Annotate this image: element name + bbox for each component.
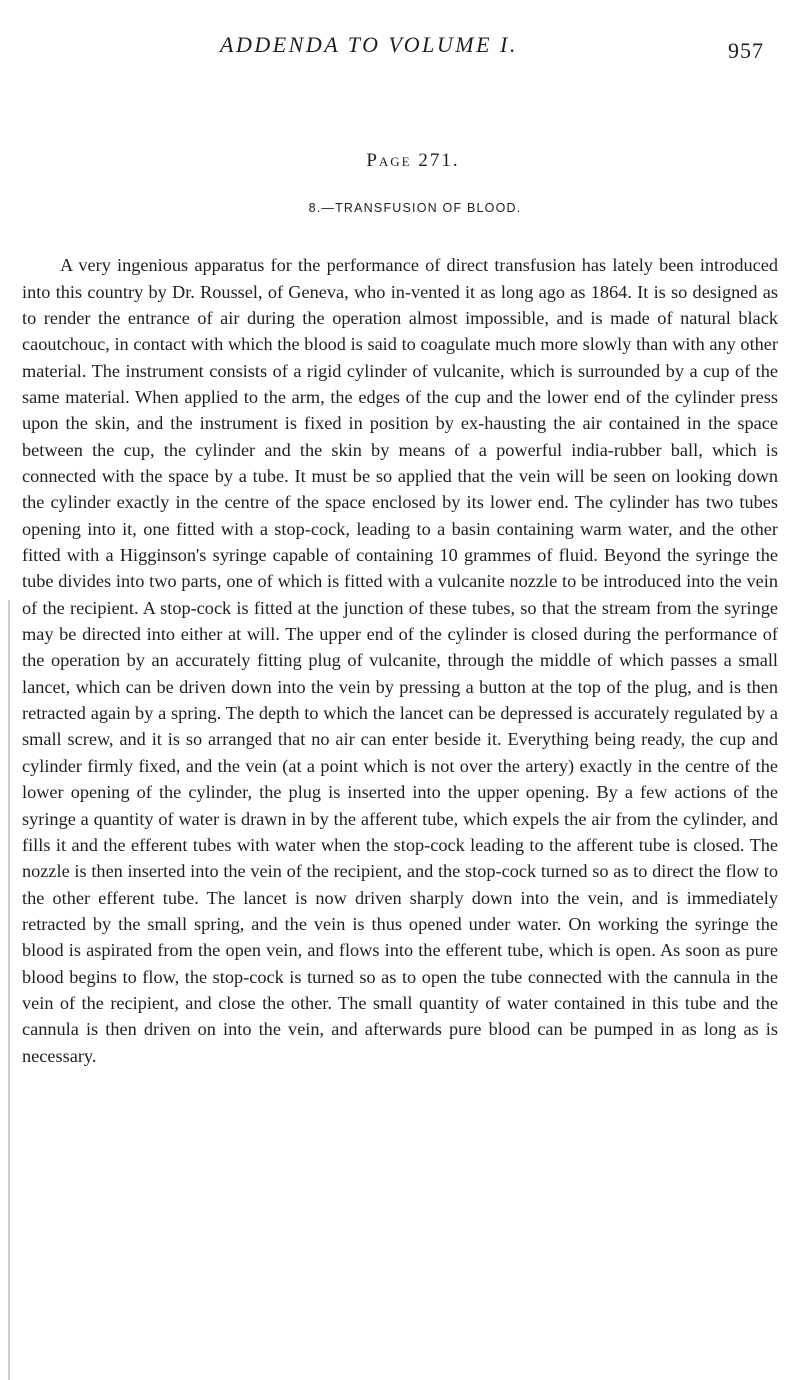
binding-edge-shadow xyxy=(8,600,10,1380)
running-title: ADDENDA TO VOLUME I. xyxy=(220,32,518,57)
page-reference-heading: Page 271. xyxy=(366,150,460,171)
body-paragraph: A very ingenious apparatus for the performance of direct transfusion has lately been introduced into this country by Dr. Roussel, of Geneva, who in-vented it as long ago as 1864. It is so designed as to render the entrance of air during the operation almost impossible, and is made of natural black caoutchouc, in contact with which the blood is said to coagulate much more slowly than with any other material. The instrument consists of a rigid cylinder of vulcanite, which is surrounded by a cup of the same material. When applied to the arm, the edges of the cup and the lower end of the cylinder press upon the skin, and the instrument is fixed in position by ex-hausting the air contained in the space between the cup, the cylinder and the skin by means of a powerful india-rubber ball, which is connected with the space by a tube. It must be so applied that the vein will be seen on looking down the cylinder exactly in the centre of the space enclosed by its lower end. The cylinder has two tubes opening into it, one fitted with a stop-cock, leading to a basin containing warm water, and the other fitted with a Higginson's syringe capable of containing 10 grammes of fluid. Beyond the syringe the tube divides into two parts, one of which is fitted with a vulcanite nozzle to be introduced into the vein of the recipient. A stop-cock is fitted at the junction of these tubes, so that the stream from the syringe may be directed into either at will. The upper end of the cylinder is closed during the performance of the operation by an accurately fitting plug of vulcanite, through the middle of which passes a small lancet, which can be driven down into the vein by pressing a button at the top of the plug, and is then retracted again by a spring. The depth to which the lancet can be depressed is accurately regulated by a small screw, and it is so arranged that no air can enter beside it. Everything being ready, the cup and cylinder firmly fixed, and the vein (at a point which is not over the artery) exactly in the centre of the lower opening of the cylinder, the plug is inserted into the upper opening. By a few actions of the syringe a quantity of water is drawn in by the afferent tube, which expels the air from the cylinder, and fills it and the efferent tubes with water when the stop-cock leading to the afferent tube is closed. The nozzle is then inserted into the vein of the recipient, and the stop-cock turned so as to direct the flow to the other efferent tube. The lancet is now driven sharply down into the vein, and is immediately retracted by the small spring, and the vein is thus opened under water. On working the syringe the blood is aspirated from the open vein, and flows into the efferent tube, which is open. As soon as pure blood begins to flow, the stop-cock is turned so as to open the tube connected with the cannula in the vein of the recipient, and close the other. The small quantity of water contained in this tube and the cannula is then driven on into the vein, and afterwards pure blood can be pumped in as long as is necessary. xyxy=(22,255,778,1066)
section-heading: 8.—TRANSFUSION OF BLOOD. xyxy=(308,201,522,215)
running-head xyxy=(0,28,800,68)
page-number: 957 xyxy=(728,38,764,63)
